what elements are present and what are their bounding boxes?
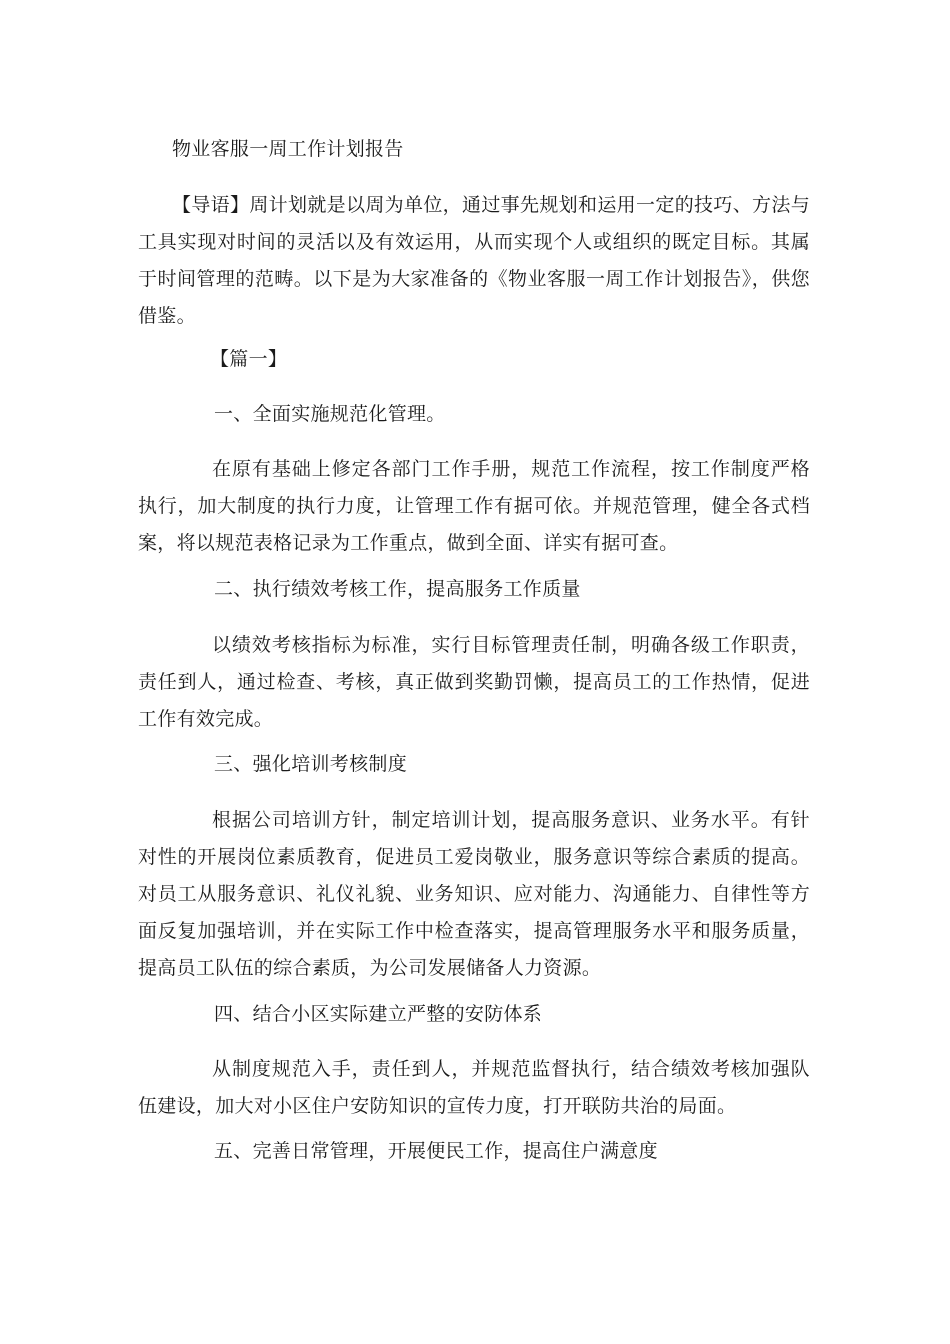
intro-paragraph [138,187,810,335]
section-heading-2: 二、执行绩效考核工作，提高服务工作质量 [214,578,581,600]
section-tag: 【篇一】 [210,348,288,370]
section-body-4: 从制度规范入手，责任到人，并规范监督执行，结合绩效考核加强队伍建设，加大对小区住户安防知识的宣传力度，打开联防共治的局面。 [138,1058,810,1117]
section-heading-3: 三、强化培训考核制度 [214,753,408,775]
document-title: 物业客服一周工作计划报告 [172,138,404,160]
section-body-1: 在原有基础上修定各部门工作手册，规范工作流程，按工作制度严格执行，加大制度的执行力度，让管理工作有据可依。并规范管理，健全各式档案，将以规范表格记录为工作重点，做到全面、详实有据可查。 [138,458,810,554]
section-body-2: 以绩效考核指标为标准，实行目标管理责任制，明确各级工作职责，责任到人，通过检查、考核，真正做到奖勤罚懒，提高员工的工作热情，促进工作有效完成。 [138,634,810,730]
section-heading-5: 五、完善日常管理，开展便民工作，提高住户满意度 [214,1140,658,1162]
intro-text: 【导语】周计划就是以周为单位，通过事先规划和运用一定的技巧、方法与工具实现对时间的灵活以及有效运用，从而实现个人或组织的既定目标。其属于时间管理的范畴。以下是为大家准备的《物业客服一周工作计划报告》，供您借鉴。 [138,194,810,327]
section-heading-4: 四、结合小区实际建立严整的安防体系 [214,1003,543,1025]
section-heading-1: 一、全面实施规范化管理。 [214,403,446,425]
section-body-3: 根据公司培训方针，制定培训计划，提高服务意识、业务水平。有针对性的开展岗位素质教育，促进员工爱岗敬业，服务意识等综合素质的提高。对员工从服务意识、礼仪礼貌、业务知识、应对能力、沟通能力、自律性等方面反复加强培训，并在实际工作中检查落实，提高管理服务水平和服务质量，提高员工队伍的综合素质，为公司发展储备人力资源。 [138,809,810,979]
